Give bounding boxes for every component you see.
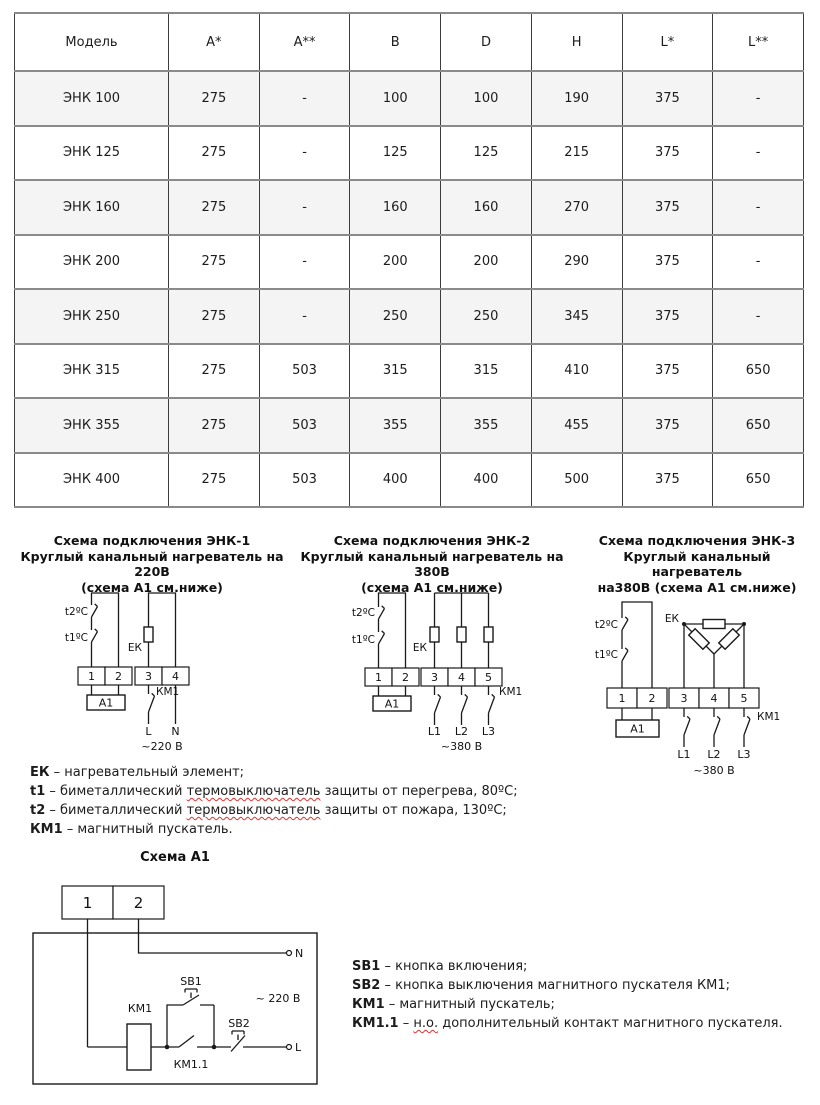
legend-text: защиты от пожара, 130ºС; [320, 803, 507, 818]
schema-a1-legend [352, 957, 812, 1033]
table-cell: ЭНК 315 [15, 344, 169, 399]
terminal-number: 4 [172, 670, 179, 683]
l3-label: L3 [737, 748, 751, 761]
legend-text: защиты от перегрева, 80ºС; [320, 784, 518, 799]
col-header: D [441, 13, 532, 71]
table-cell: - [259, 180, 350, 235]
table-cell: 200 [350, 235, 441, 290]
table-cell: 275 [169, 344, 260, 399]
table-cell: - [259, 126, 350, 181]
terminal-number: 5 [485, 671, 492, 684]
col-header: A** [259, 13, 350, 71]
legend-line [30, 801, 570, 820]
a1-label: А1 [98, 696, 114, 710]
diagram-title-enk1 [12, 533, 292, 595]
table-cell: 315 [350, 344, 441, 399]
schema-a1-diagram [30, 880, 330, 1092]
legend-term: КМ1.1 [352, 1016, 399, 1031]
table-cell: 375 [622, 71, 713, 126]
heater-element-symbol [144, 627, 153, 642]
col-header: H [531, 13, 622, 71]
title-line: Схема подключения ЭНК-3 [598, 533, 796, 548]
sb1-label: SB1 [180, 975, 202, 988]
table-cell: 375 [622, 126, 713, 181]
t2-label: t2ºC [594, 619, 618, 631]
table-cell: 500 [531, 453, 622, 508]
wiring-diagram-enk2 [351, 588, 565, 760]
title-line: (схема А1 см.ниже) [361, 579, 503, 595]
spec-table [14, 12, 804, 508]
col-header: Модель [15, 13, 169, 71]
legend-text: термовыключатель [186, 803, 321, 818]
legend-line [352, 1014, 812, 1033]
legend-text: – кнопка включения; [380, 959, 528, 974]
table-row [15, 398, 804, 453]
terminal-number: 2 [133, 894, 144, 912]
km1-label: КМ1 [156, 686, 180, 698]
a1-label: А1 [384, 697, 400, 711]
table-cell: 315 [441, 344, 532, 399]
table-cell: ЭНК 250 [15, 289, 169, 344]
table-cell: - [259, 289, 350, 344]
table-cell: 503 [259, 398, 350, 453]
table-cell: 503 [259, 344, 350, 399]
terminal-number: 2 [115, 670, 122, 683]
heater-element-symbol [689, 629, 710, 650]
table-cell: - [713, 235, 804, 290]
legend-text: термовыключатель [186, 784, 321, 799]
km11-label: КМ1.1 [173, 1058, 209, 1071]
table-row [15, 126, 804, 181]
table-cell: 275 [169, 289, 260, 344]
km1-label: КМ1 [499, 686, 523, 698]
km1-contacts [684, 708, 750, 747]
legend-line [30, 782, 570, 801]
table-cell: ЭНК 355 [15, 398, 169, 453]
table-row [15, 71, 804, 126]
l1-label: L1 [677, 748, 691, 761]
table-cell: 650 [713, 453, 804, 508]
wiring-diagram-enk1 [55, 588, 245, 760]
legend-line [352, 976, 812, 995]
table-cell: 190 [531, 71, 622, 126]
legend-term: SB2 [352, 978, 381, 993]
heater-element-symbol [484, 627, 493, 642]
thermal-loop-wire [92, 593, 119, 667]
title-line: Схема подключения ЭНК-2 [333, 533, 531, 548]
table-cell: ЭНК 160 [15, 180, 169, 235]
a1-wires [92, 685, 119, 695]
table-cell: 375 [622, 398, 713, 453]
table-cell: 400 [441, 453, 532, 508]
table-row [15, 180, 804, 235]
legend-text: н.о. [413, 1016, 439, 1031]
legend-term: t1 [30, 784, 46, 799]
table-cell: 410 [531, 344, 622, 399]
legend-line [352, 957, 812, 976]
voltage-label: ~220 В [141, 740, 183, 753]
terminal-number: 3 [680, 692, 688, 705]
km1-contact [149, 685, 155, 724]
title-line: на380В (схема А1 см.ниже) [597, 579, 797, 595]
terminal-number: 4 [458, 671, 465, 684]
km1-label: КМ1 [757, 711, 781, 723]
voltage-label: ~ 220 В [255, 992, 301, 1005]
table-header-row [15, 13, 804, 71]
l3-label: L3 [481, 725, 496, 738]
legend-line [30, 820, 570, 839]
legend-term: КМ1 [30, 822, 63, 837]
legend-term: ЕК [30, 765, 50, 780]
junction-dot [682, 622, 686, 626]
a1-wires [622, 708, 652, 720]
table-cell: 160 [350, 180, 441, 235]
a1-label: А1 [630, 722, 645, 736]
legend-text: – магнитный пускатель; [384, 997, 555, 1012]
title-line: (схема А1 см.ниже) [81, 579, 223, 595]
ek-label: ЕК [412, 642, 427, 654]
schema-a1-title: Схема А1 [140, 850, 210, 865]
table-cell: 200 [441, 235, 532, 290]
terminal-number: 2 [402, 671, 409, 684]
n-label: N [295, 947, 304, 960]
a1-wires [379, 686, 406, 696]
col-header: L** [713, 13, 804, 71]
voltage-label: ~380 В [440, 740, 483, 753]
n-label: N [171, 725, 180, 738]
t2-label: t2ºC [351, 607, 375, 619]
diagram-title-enk3 [580, 533, 814, 595]
table-cell: 275 [169, 180, 260, 235]
table-cell: 503 [259, 453, 350, 508]
table-cell: - [259, 235, 350, 290]
table-cell: 215 [531, 126, 622, 181]
table-cell: 400 [350, 453, 441, 508]
terminal-number: 1 [82, 894, 93, 912]
heater-element-symbol [457, 627, 466, 642]
voltage-label: ~380 В [693, 764, 735, 777]
t2-label: t2ºC [64, 606, 88, 618]
wiring-diagram-enk3 [594, 593, 812, 791]
table-row [15, 235, 804, 290]
table-cell: 375 [622, 453, 713, 508]
terminal-number: 1 [618, 692, 626, 705]
table-cell: 125 [350, 126, 441, 181]
legend-term: КМ1 [352, 997, 385, 1012]
table-cell: 275 [169, 398, 260, 453]
n-terminal-circle [287, 951, 292, 956]
table-cell: 355 [441, 398, 532, 453]
table-cell: 125 [441, 126, 532, 181]
table-cell: - [259, 71, 350, 126]
legend-text: – биметаллический [45, 803, 187, 818]
table-cell: ЭНК 400 [15, 453, 169, 508]
table-cell: 275 [169, 71, 260, 126]
table-cell: 375 [622, 289, 713, 344]
km1-contacts [435, 686, 495, 725]
legend-line [352, 995, 812, 1014]
col-header: L* [622, 13, 713, 71]
table-cell: 250 [441, 289, 532, 344]
table-cell: - [713, 289, 804, 344]
ek-label: ЕК [664, 613, 679, 625]
table-cell: 270 [531, 180, 622, 235]
terminal-number: 4 [710, 692, 718, 705]
title-line: Круглый канальный нагреватель на 380В [300, 548, 564, 579]
table-cell: - [713, 126, 804, 181]
table-cell: 275 [169, 235, 260, 290]
title-line: Круглый канальный нагреватель [623, 548, 771, 579]
table-cell: ЭНК 200 [15, 235, 169, 290]
table-row [15, 453, 804, 508]
t1-label: t1ºC [64, 632, 88, 644]
junction-dot [742, 622, 746, 626]
table-cell: 290 [531, 235, 622, 290]
l2-label: L2 [707, 748, 721, 761]
table-cell: 160 [441, 180, 532, 235]
legend-line [30, 763, 570, 782]
col-header: A* [169, 13, 260, 71]
col-header: B [350, 13, 441, 71]
l1-label: L1 [427, 725, 442, 738]
km1-coil [127, 1024, 151, 1070]
legend-text: – кнопка выключения магнитного пускателя КМ1; [380, 978, 731, 993]
l-label: L [295, 1041, 302, 1054]
l2-label: L2 [454, 725, 469, 738]
legend-term: SB1 [352, 959, 381, 974]
terminal-number: 1 [88, 670, 95, 683]
table-cell: 100 [350, 71, 441, 126]
thermal-loop-wire [379, 593, 406, 668]
legend-text: – магнитный пускатель. [62, 822, 233, 837]
legend-text: – биметаллический [45, 784, 187, 799]
table-cell: 455 [531, 398, 622, 453]
table-cell: 250 [350, 289, 441, 344]
sb2-label: SB2 [228, 1017, 250, 1030]
l-label: L [145, 725, 152, 738]
table-cell: - [713, 71, 804, 126]
table-cell: 355 [350, 398, 441, 453]
t1-label: t1ºC [594, 649, 618, 661]
title-line: Круглый канальный нагреватель на 220В [20, 548, 284, 579]
heater-element-symbol [703, 620, 725, 629]
terminal-number: 1 [375, 671, 382, 684]
title-line: Схема подключения ЭНК-1 [53, 533, 251, 548]
table-cell: 100 [441, 71, 532, 126]
terminal-number: 2 [648, 692, 656, 705]
thermal-loop-wire [622, 602, 652, 688]
legend-text: дополнительный контакт магнитного пускателя. [438, 1016, 783, 1031]
t1-label: t1ºC [351, 634, 375, 646]
legend-text: – нагревательный элемент; [49, 765, 245, 780]
table-cell: ЭНК 125 [15, 126, 169, 181]
table-cell: - [713, 180, 804, 235]
table-cell: 650 [713, 344, 804, 399]
heater-element-symbol [719, 629, 740, 650]
terminal-number: 5 [740, 692, 748, 705]
components-legend [30, 763, 570, 839]
table-cell: ЭНК 100 [15, 71, 169, 126]
table-cell: 345 [531, 289, 622, 344]
km1-label: КМ1 [127, 1002, 153, 1015]
terminal-number: 3 [431, 671, 438, 684]
l-terminal-circle [287, 1045, 292, 1050]
table-cell: 275 [169, 453, 260, 508]
legend-term: t2 [30, 803, 46, 818]
legend-text: – [398, 1016, 414, 1031]
table-cell: 650 [713, 398, 804, 453]
table-row [15, 289, 804, 344]
diagram-title-enk2 [296, 533, 568, 595]
table-cell: 275 [169, 126, 260, 181]
table-cell: 375 [622, 235, 713, 290]
table-row [15, 344, 804, 399]
table-cell: 375 [622, 344, 713, 399]
ek-label: ЕК [127, 642, 142, 654]
heater-element-symbol [430, 627, 439, 642]
table-cell: 375 [622, 180, 713, 235]
terminal-number: 3 [145, 670, 152, 683]
